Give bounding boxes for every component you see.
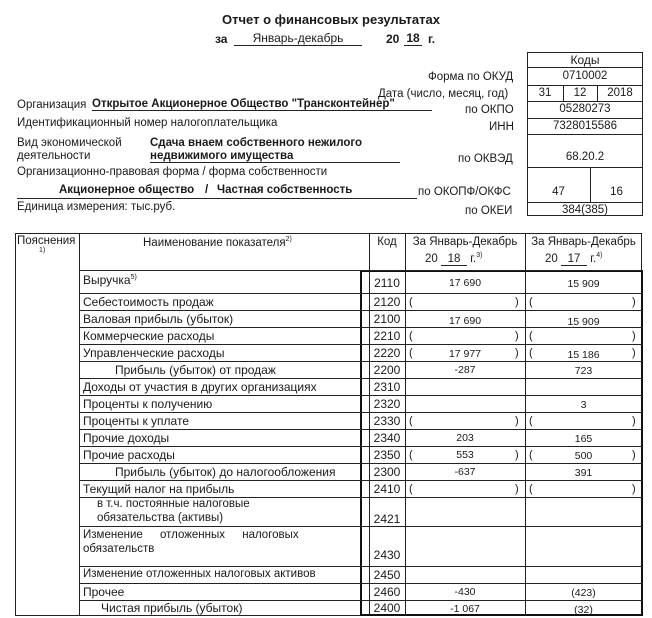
col-prev-header: За Январь-Декабрь	[531, 236, 636, 248]
table-row: Выручка$^{5)}$ 2110 17 690 15 909	[83, 273, 600, 290]
table-row: Изменение отложенных налоговых обязательств 2430	[83, 529, 401, 562]
table-row: Валовая прибыль (убыток) 2100 17 690 15 909	[83, 312, 600, 328]
table-row: Управленческие расходы 2220 ( ) 17 977 ( ) 15 186	[83, 346, 636, 361]
col-cur-header: За Январь-Декабрь	[412, 236, 518, 248]
table-row: Себестоимость продаж 2120 ( ) ( )	[83, 295, 636, 309]
table-row: Прочие расходы 2350 ( ) 553 ( ) 500	[83, 448, 636, 462]
date-year: 2018	[607, 87, 633, 99]
table-row: Прочее 2460 -430 (423)	[83, 585, 596, 599]
legal-form-label: Организационно-правовая форма / форма собственности	[17, 166, 328, 178]
table-row: Проценты к уплате 2330 ( ) ( )	[83, 414, 636, 428]
date-day: 31	[538, 87, 552, 99]
date-label: Дата (число, месяц, год)	[378, 88, 509, 100]
okopf-value: 47	[552, 186, 565, 198]
legal-slash: /	[205, 184, 209, 196]
year-suffix: 18	[404, 31, 422, 46]
activity-label-1: Вид экономической	[17, 137, 122, 149]
okpo-label: по ОКПО	[465, 104, 514, 116]
col-cur-year: 20 18 г.$^{3)}$	[425, 252, 483, 265]
inn-value: 7328015586	[553, 120, 617, 132]
okud-label: Форма по ОКУД	[428, 71, 514, 83]
table-row: Изменение отложенных налоговых активов 2450	[83, 568, 401, 582]
table-row: Прибыль (убыток) до налогообложения 2300 -637 391	[115, 465, 593, 479]
activity-line-2: недвижимого имущества	[150, 150, 400, 163]
results-table	[15, 233, 642, 616]
report-title: Отчет о финансовых результатах	[222, 12, 440, 27]
table-row: Проценты к получению 2320 3	[83, 397, 587, 411]
table-row: Доходы от участия в других организациях 2310	[83, 380, 401, 394]
table-row: Чистая прибыль (убыток) 2400 -1 067 (32)	[101, 601, 593, 616]
okved-label: по ОКВЭД	[458, 153, 513, 165]
inn-label: Идентификационный номер налогоплательщика	[17, 117, 278, 129]
year-g: г.	[428, 32, 436, 46]
period-value: Январь-декабрь	[234, 31, 362, 46]
year-prefix: 20	[386, 32, 400, 46]
ownership-value: Частная собственность	[217, 184, 353, 196]
col-prev-year: 20 17 г.$^{4)}$	[545, 252, 603, 265]
okei-label: по ОКЕИ	[465, 205, 513, 217]
col-code-header: Код	[377, 236, 397, 248]
activity-line-1: Сдача внаем собственного нежилого	[150, 137, 363, 149]
table-row: Прочие доходы 2340 203 165	[83, 431, 593, 445]
col-name-header: Наименование показателя$^{2)}$	[143, 236, 292, 249]
okved-value: 68.20.2	[565, 151, 605, 163]
inn-code-label: ИНН	[489, 121, 514, 133]
period-za: за	[215, 32, 228, 46]
okpo-value: 05280273	[559, 103, 611, 115]
col-notes-sup: 1)	[39, 247, 46, 254]
table-row: в т.ч. постоянные налоговые обязательства (активы) 2421	[97, 498, 401, 526]
okfs-value: 16	[610, 186, 623, 198]
legal-form-value: Акционерное общество	[59, 184, 195, 196]
okud-value: 0710002	[562, 70, 608, 82]
col-notes-header: Пояснения	[17, 235, 76, 247]
okei-value: 384(385)	[561, 204, 609, 216]
date-month: 12	[573, 87, 587, 99]
table-row: Прибыль (убыток) от продаж 2200 -287 723	[115, 363, 593, 377]
unit-label: Единица измерения: тыс.руб.	[17, 201, 176, 213]
okopf-label: по ОКОПФ/ОКФС	[418, 186, 511, 198]
codes-title: Коды	[570, 53, 600, 67]
table-row: Коммерческие расходы 2210 ( ) ( )	[83, 329, 636, 343]
org-name: Открытое Акционерное Общество "Трансконтейнер"	[92, 98, 432, 111]
activity-label-2: деятельности	[17, 150, 91, 162]
table-row: Текущий налог на прибыль 2410 ( ) ( )	[83, 482, 636, 496]
org-label: Организация	[17, 99, 87, 111]
